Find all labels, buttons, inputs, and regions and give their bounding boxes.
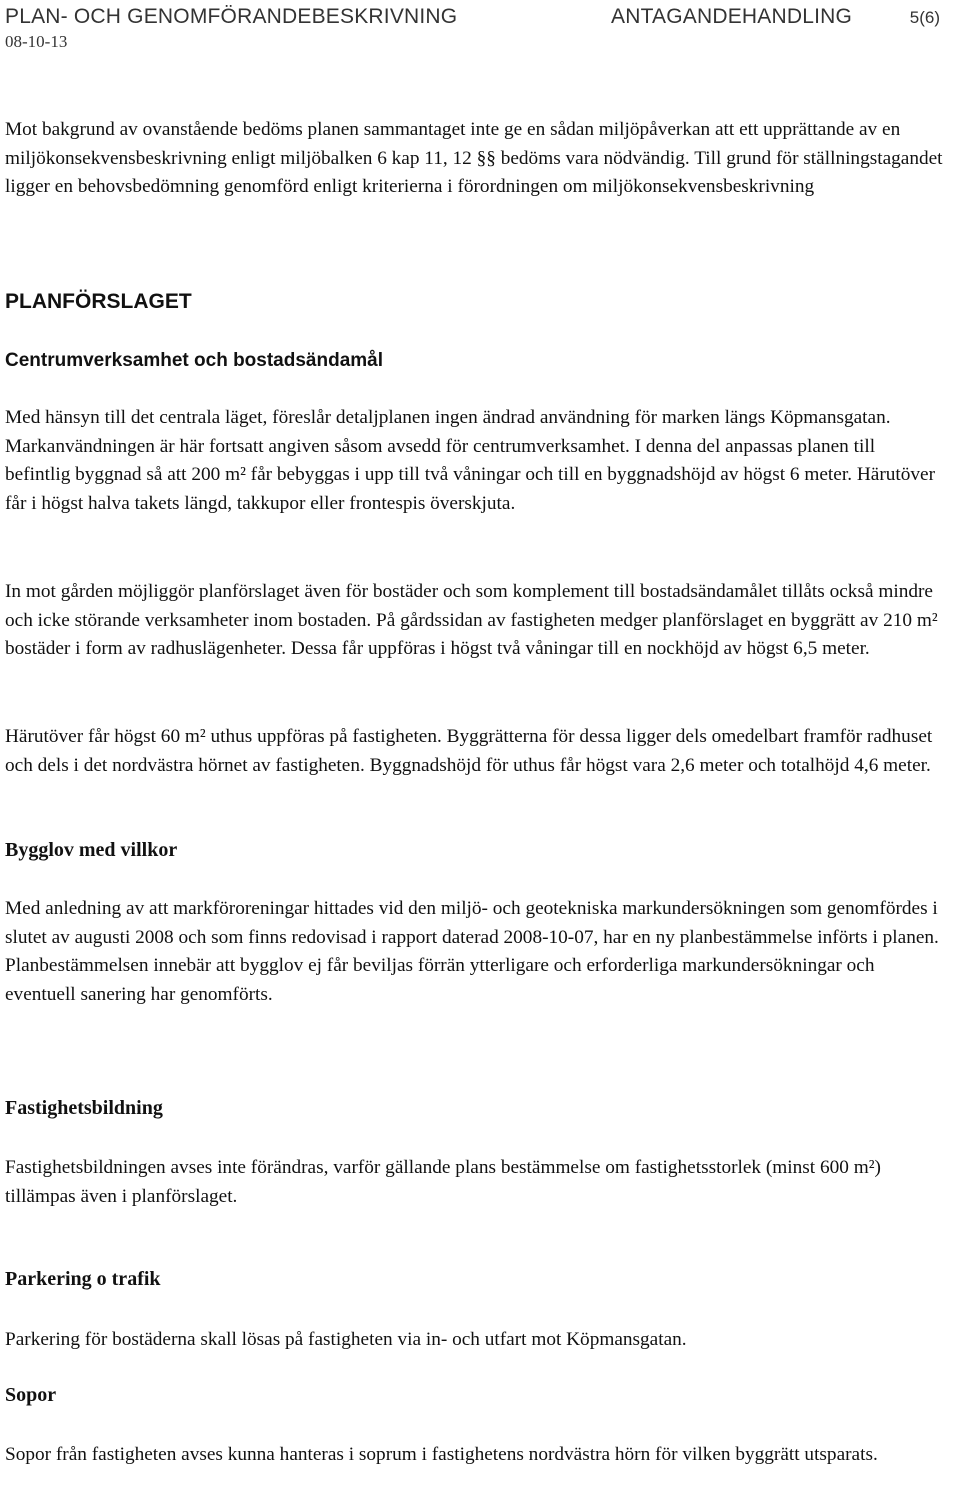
- page-header: [5, 3, 940, 51]
- fastighetsbildning-section: [5, 1097, 945, 1120]
- planforslaget-paragraph-3: Härutöver får högst 60 m² uthus uppföras på fastigheten. Byggrätterna för dessa ligger dels omedelbart framför radhuset och dels i det nordvästra hörnet av fastigheten. Byggnadshöjd för uthus får högst vara 2,6 meter och totalhöjd 4,6 meter.: [5, 726, 933, 776]
- planforslaget-paragraph-1-block: [5, 404, 945, 518]
- document-date: 08-10-13: [5, 32, 68, 51]
- parkering-section: [5, 1268, 945, 1291]
- sopor-paragraph-block: [5, 1441, 945, 1470]
- sopor-paragraph: Sopor från fastigheten avses kunna hanteras i soprum i fastighetens nordvästra hörn för vilken byggrätt utsparats.: [5, 1444, 878, 1465]
- planforslaget-paragraph-2-block: [5, 578, 945, 664]
- parkering-paragraph: Parkering för bostäderna skall lösas på fastigheten via in- och utfart mot Köpmansgatan.: [5, 1329, 687, 1350]
- fastighetsbildning-paragraph-block: [5, 1154, 945, 1211]
- bygglov-paragraph: Med anledning av att markföroreningar hittades vid den miljö- och geotekniska markundersökningen som genomfördes i slutet av augusti 2008 och som finns redovisad i rapport daterad 2008-10-07, har en ny planbestämmelse införts i planen. Planbestämmelsen innebär att bygglov ej får beviljas förrän ytterligare och erforderliga markundersökningar och eventuell sanering har genomförts.: [5, 898, 939, 1005]
- sopor-section: [5, 1384, 945, 1407]
- parkering-paragraph-block: [5, 1326, 945, 1355]
- intro-section: [5, 116, 945, 202]
- planforslaget-paragraph-3-block: [5, 723, 945, 780]
- bygglov-section: [5, 839, 945, 862]
- section-heading-planforslaget: PLANFÖRSLAGET: [5, 290, 192, 313]
- centrumverksamhet-subsection: [5, 350, 945, 372]
- intro-paragraph: Mot bakgrund av ovanstående bedöms planen sammantaget inte ge en sådan miljöpåverkan att ett upprättande av en miljökonsekvensbeskrivning enligt miljöbalken 6 kap 11, 12 §§ bedöms vara nödvändig. Till grund för ställningstagandet ligger en behovsbedömning genomförd enligt kriterierna i förordningen om miljökonsekvensbeskrivning: [5, 119, 943, 197]
- heading-fastighetsbildning: Fastighetsbildning: [5, 1097, 163, 1119]
- document-status: ANTAGANDEHANDLING: [611, 5, 853, 28]
- heading-sopor: Sopor: [5, 1384, 57, 1406]
- heading-bygglov: Bygglov med villkor: [5, 839, 178, 861]
- bygglov-paragraph-block: [5, 895, 945, 1009]
- fastighetsbildning-paragraph: Fastighetsbildningen avses inte förändras, varför gällande plans bestämmelse om fastighetsstorlek (minst 600 m²) tillämpas även i planförslaget.: [5, 1157, 881, 1207]
- page-number: 5(6): [909, 8, 940, 27]
- heading-parkering: Parkering o trafik: [5, 1268, 161, 1290]
- document-title: PLAN- OCH GENOMFÖRANDEBESKRIVNING: [5, 5, 458, 28]
- subheading-centrumverksamhet: Centrumverksamhet och bostadsändamål: [5, 350, 384, 371]
- planforslaget-section: [5, 290, 945, 314]
- planforslaget-paragraph-1: Med hänsyn till det centrala läget, föreslår detaljplanen ingen ändrad användning för marken längs Köpmansgatan. Markanvändningen är här fortsatt angiven såsom avsedd för centrumverksamhet. I denna del anpassas planen till befintlig byggnad så att 200 m² får bebyggas i upp till två våningar och till en byggnadshöjd av högst 6 meter. Härutöver får i högst halva takets längd, takkupor eller frontespis överskjuta.: [5, 407, 936, 514]
- planforslaget-paragraph-2: In mot gården möjliggör planförslaget även för bostäder och som komplement till bostadsändamålet tillåts också mindre och icke störande verksamheter inom bostaden. På gårdssidan av fastigheten medger planförslaget en byggrätt av 210 m² bostäder i form av radhuslägenheter. Dessa får uppföras i högst två våningar till en nockhöjd av högst 6,5 meter.: [5, 581, 938, 659]
